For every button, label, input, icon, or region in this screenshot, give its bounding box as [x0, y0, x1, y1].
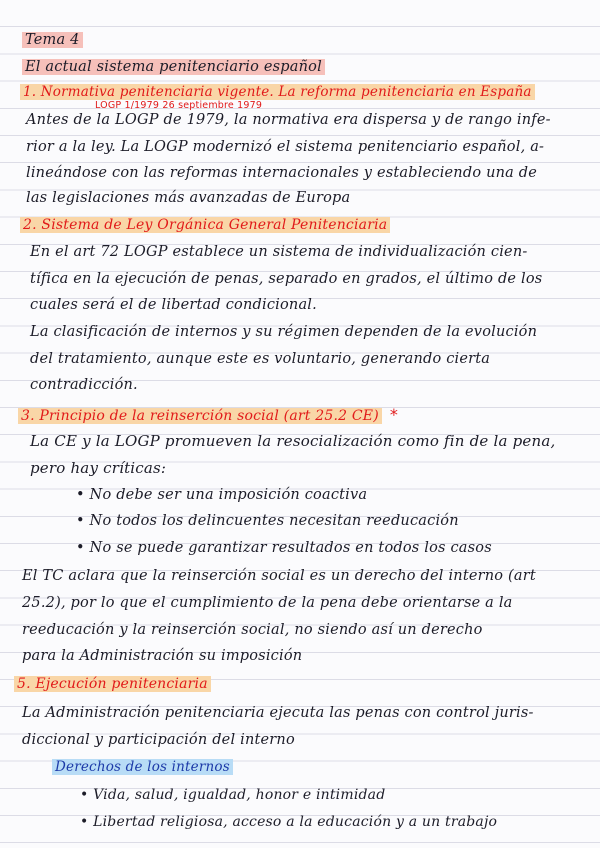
s3-bullet-1: • No debe ser una imposición coactiva [76, 487, 368, 503]
rights-heading-text: Derechos de los internos [52, 759, 233, 775]
s5-line-2: diccional y participación del interno [22, 732, 295, 748]
s2-line-5: del tratamiento, aunque este es voluntario, generando cierta [30, 351, 491, 367]
s3-intro-2: pero hay críticas: [30, 459, 167, 477]
section-1-heading [20, 84, 535, 100]
topic-text: Tema 4 [22, 32, 83, 48]
s3-outro-2: 25.2), por lo que el cumplimiento de la pena debe orientarse a la [22, 595, 513, 611]
section-2-heading-text: 2. Sistema de Ley Orgánica General Penitenciaria [20, 217, 390, 233]
section-5-heading-text: 5. Ejecución penitenciaria [14, 676, 211, 692]
page-title-text: El actual sistema penitenciario español [22, 59, 325, 75]
topic-label [22, 32, 83, 48]
section-5-heading [14, 676, 211, 692]
rights-bullet-2: • Libertad religiosa, acceso a la educación y a un trabajo [80, 814, 498, 830]
s2-line-4: La clasificación de internos y su régimen dependen de la evolución [30, 324, 538, 340]
s1-line-1: Antes de la LOGP de 1979, la normativa era dispersa y de rango infe- [26, 112, 551, 128]
s3-intro-1: La CE y la LOGP promueven la resocialización como fin de la pena, [30, 432, 556, 450]
section-3-heading-text: 3. Principio de la reinserción social (art 25.2 CE) [18, 408, 382, 424]
s2-line-6: contradicción. [30, 377, 138, 393]
s3-bullet-2: • No todos los delincuentes necesitan reeducación [76, 513, 459, 529]
s3-outro-1: El TC aclara que la reinserción social es un derecho del interno (art [22, 568, 536, 584]
s1-line-3: lineándose con las reformas internacionales y estableciendo una de [26, 165, 538, 181]
page-title [22, 59, 325, 75]
section-1-heading-text: 1. Normativa penitenciaria vigente. La reforma penitenciaria en España [20, 84, 535, 100]
s3-outro-3: reeducación y la reinserción social, no siendo así un derecho [22, 622, 483, 638]
s3-bullet-3: • No se puede garantizar resultados en todos los casos [76, 540, 492, 556]
s2-line-1: En el art 72 LOGP establece un sistema de individualización cien- [30, 244, 528, 260]
s2-line-3: cuales será el de libertad condicional. [30, 297, 317, 313]
s5-line-1: La Administración penitenciaria ejecuta las penas con control juris- [22, 705, 534, 721]
s3-outro-4: para la Administración su imposición [22, 648, 303, 664]
rights-heading [52, 759, 233, 775]
s2-line-2: tífica en la ejecución de penas, separado en grados, el último de los [30, 271, 543, 287]
section-1-note: LOGP 1/1979 26 septiembre 1979 [95, 100, 263, 111]
important-mark: * [389, 405, 399, 424]
s1-line-4: las legislaciones más avanzadas de Europa [26, 190, 351, 206]
section-2-heading [20, 217, 390, 233]
s1-line-2: rior a la ley. La LOGP modernizó el sistema penitenciario español, a- [26, 139, 545, 155]
section-3-heading [18, 405, 398, 424]
rights-bullet-1: • Vida, salud, igualdad, honor e intimidad [80, 787, 386, 803]
